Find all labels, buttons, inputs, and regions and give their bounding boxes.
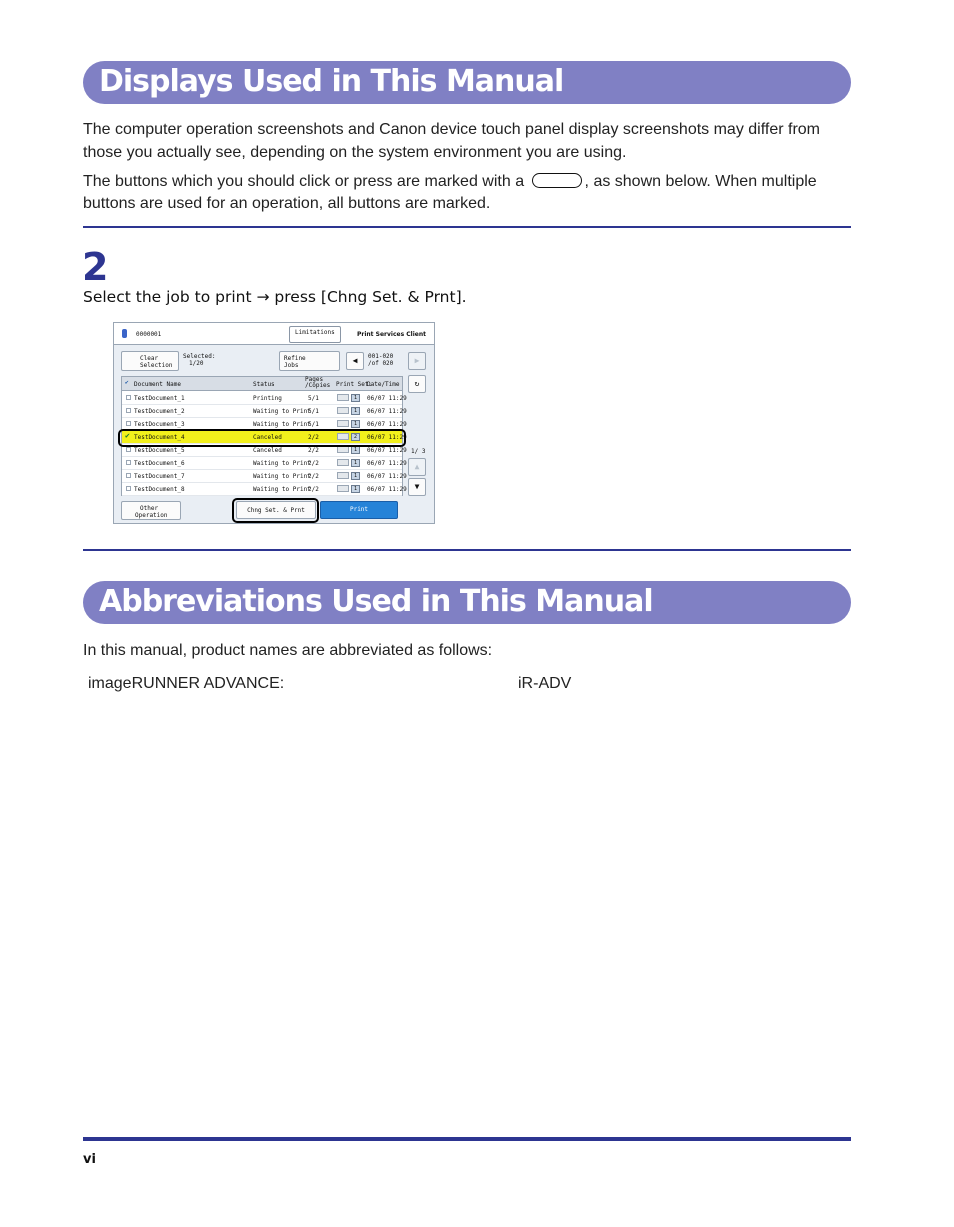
col-pages: Pages /Copies — [305, 376, 331, 389]
refresh-button[interactable]: ↻ — [408, 375, 426, 393]
checkbox-icon[interactable] — [126, 447, 131, 452]
print-settings-icon[interactable] — [337, 472, 349, 479]
date-time: 06/07 11:29 — [367, 447, 407, 454]
document-name: TestDocument_4 — [134, 434, 185, 441]
paragraph-abbr-intro: In this manual, product names are abbreviated as follows: — [83, 642, 493, 659]
copies-badge: 1 — [351, 446, 360, 454]
abbr-full-name: imageRUNNER ADVANCE: — [88, 675, 285, 692]
pages-copies: 2/2 — [308, 460, 319, 467]
col-print-set: Print Set. — [336, 381, 373, 388]
section-banner-abbreviations — [83, 581, 851, 624]
job-status: Waiting to Print — [253, 421, 311, 428]
date-time: 06/07 11:29 — [367, 473, 407, 480]
range-indicator: 001-020 /of 020 — [368, 353, 394, 367]
limitations-button[interactable]: Limitations — [289, 326, 341, 343]
pages-copies: 2/2 — [308, 447, 319, 454]
col-date: Date/Time — [367, 381, 400, 388]
print-settings-icon[interactable] — [337, 459, 349, 466]
paragraph-text-before: The buttons which you should click or press are marked with a — [83, 173, 525, 190]
divider — [83, 226, 851, 228]
job-status: Printing — [253, 395, 282, 402]
document-name: TestDocument_1 — [134, 395, 185, 402]
copies-badge: 1 — [351, 407, 360, 415]
checkbox-icon[interactable] — [126, 408, 131, 413]
col-status: Status — [253, 381, 275, 388]
scroll-up-button[interactable]: ▲ — [408, 458, 426, 476]
divider — [83, 549, 851, 551]
print-settings-icon[interactable] — [337, 407, 349, 414]
app-title: Print Services Client — [357, 331, 426, 338]
abbr-short-name: iR-ADV — [518, 675, 572, 692]
print-settings-icon[interactable] — [337, 394, 349, 401]
print-settings-icon[interactable] — [337, 485, 349, 492]
prev-page-button[interactable]: ◀ — [346, 352, 364, 370]
panel-top-bar — [114, 323, 434, 345]
checkbox-icon[interactable] — [126, 460, 131, 465]
scroll-down-button[interactable]: ▼ — [408, 478, 426, 496]
highlight-marker-row — [118, 429, 406, 447]
selected-count: Selected: 1/20 — [183, 353, 216, 367]
button-marker-icon — [532, 173, 582, 188]
document-name: TestDocument_7 — [134, 473, 185, 480]
document-name: TestDocument_6 — [134, 460, 185, 467]
job-status: Waiting to Print — [253, 460, 311, 467]
page-number: vi — [83, 1152, 96, 1167]
paragraph-intro: The computer operation screenshots and Canon device touch panel display screenshots may differ from those you actually see, depending on the system environment you are using. — [83, 121, 820, 161]
checkbox-icon[interactable] — [126, 421, 131, 426]
checkmark-icon: ✔ — [125, 431, 130, 440]
other-operation-button[interactable]: Other Operation — [121, 501, 181, 520]
chng-set-prnt-button[interactable]: Chng Set. & Prnt — [236, 501, 316, 519]
table-row[interactable] — [122, 392, 407, 405]
date-time: 06/07 11:29 — [367, 486, 407, 493]
copies-badge: 1 — [351, 420, 360, 428]
col-document-name: Document Name — [134, 381, 181, 388]
job-status: Waiting to Print — [253, 408, 311, 415]
section-title: Abbreviations Used in This Manual — [99, 584, 653, 619]
clear-selection-button[interactable]: Clear Selection — [121, 351, 179, 371]
pages-copies: 5/1 — [308, 395, 319, 402]
print-button[interactable]: Print — [320, 501, 398, 519]
section-title: Displays Used in This Manual — [99, 64, 564, 99]
checkbox-icon[interactable] — [126, 395, 131, 400]
touch-panel-screenshot — [113, 322, 435, 524]
page-indicator: 1/ 3 — [411, 448, 426, 455]
checkbox-icon[interactable] — [126, 486, 131, 491]
document-name: TestDocument_3 — [134, 421, 185, 428]
table-header — [122, 377, 402, 391]
job-status: Waiting to Print — [253, 473, 311, 480]
date-time: 06/07 11:29 — [367, 460, 407, 467]
print-settings-icon[interactable] — [337, 420, 349, 427]
select-all-icon[interactable]: ✔ — [125, 379, 129, 386]
paragraph-buttons — [83, 171, 853, 215]
pages-copies: 2/2 — [308, 486, 319, 493]
date-time: 06/07 11:29 — [367, 408, 407, 415]
table-row[interactable] — [122, 470, 407, 483]
user-icon — [122, 329, 127, 338]
pages-copies: 2/2 — [308, 473, 319, 480]
date-time: 06/07 11:29 — [367, 434, 407, 441]
paragraph-text-after: , as shown below. When multiple buttons are used for an operation, all buttons are marked. — [83, 173, 817, 212]
next-page-button[interactable]: ▶ — [408, 352, 426, 370]
pages-copies: 5/1 — [308, 421, 319, 428]
user-id: 0000001 — [136, 331, 162, 338]
job-status: Canceled — [253, 447, 282, 454]
copies-badge: 1 — [351, 485, 360, 493]
footer-rule — [83, 1137, 851, 1141]
step-instruction: Select the job to print → press [Chng Set. & Prnt]. — [83, 288, 467, 306]
job-status: Canceled — [253, 434, 282, 441]
refine-jobs-button[interactable]: Refine Jobs — [279, 351, 340, 371]
pages-copies: 2/2 — [308, 434, 319, 441]
date-time: 06/07 11:29 — [367, 395, 407, 402]
print-settings-icon[interactable] — [337, 446, 349, 453]
job-status: Waiting to Print — [253, 486, 311, 493]
pages-copies: 5/1 — [308, 408, 319, 415]
highlight-marker-chng-set — [232, 498, 319, 523]
table-row[interactable] — [122, 483, 407, 496]
copies-badge: 1 — [351, 394, 360, 402]
checkbox-icon[interactable] — [126, 473, 131, 478]
copies-badge: 2 — [351, 433, 360, 441]
section-banner-displays — [83, 61, 851, 104]
table-row[interactable] — [122, 457, 407, 470]
copies-badge: 1 — [351, 472, 360, 480]
copies-badge: 1 — [351, 459, 360, 467]
date-time: 06/07 11:29 — [367, 421, 407, 428]
document-name: TestDocument_2 — [134, 408, 185, 415]
table-row[interactable] — [122, 405, 407, 418]
step-number: 2 — [82, 245, 109, 289]
document-name: TestDocument_5 — [134, 447, 185, 454]
document-name: TestDocument_8 — [134, 486, 185, 493]
